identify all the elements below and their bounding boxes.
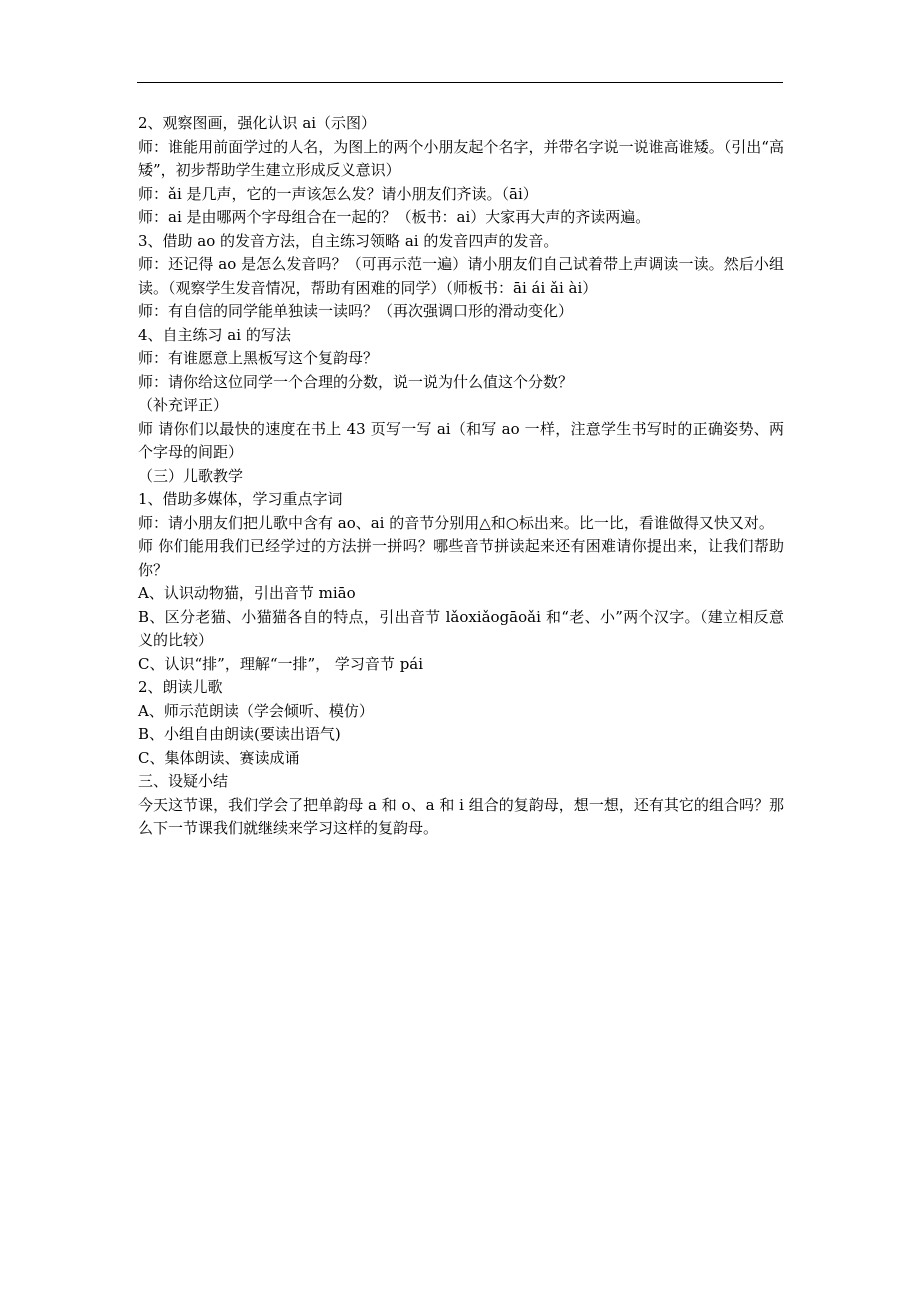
paragraph: B、区分老猫、小猫猫各自的特点，引出音节 lǎoxiǎogāoǎi 和“老、小”两个汉字。（建立相反意义的比较） bbox=[138, 607, 784, 649]
document-body bbox=[138, 112, 784, 841]
paragraph: 师：ǎi 是几声，它的一声该怎么发？请小朋友们齐读。（āi） bbox=[138, 184, 538, 203]
paragraph: 师：请小朋友们把儿歌中含有 ao、ai 的音节分别用△和○标出来。比一比，看谁做得又快又对。 bbox=[138, 513, 774, 532]
paragraph: A、师示范朗读（学会倾听、模仿） bbox=[138, 701, 374, 720]
paragraph: （补充评正） bbox=[138, 396, 229, 414]
paragraph: B、小组自由朗读(要读出语气) bbox=[138, 725, 341, 743]
paragraph: 4、自主练习 ai 的写法 bbox=[138, 325, 291, 344]
paragraph: 师：请你给这位同学一个合理的分数，说一说为什么值这个分数？ bbox=[138, 372, 574, 391]
paragraph: 师 你们能用我们已经学过的方法拼一拼吗？哪些音节拼读起来还有困难请你提出来，让我们帮助你？ bbox=[138, 537, 784, 579]
paragraph: 3、借助 ao 的发音方法，自主练习领略 ai 的发音四声的发音。 bbox=[138, 231, 559, 250]
header-rule bbox=[137, 82, 783, 83]
paragraph: 2、观察图画，强化认识 ai（示图） bbox=[138, 114, 377, 132]
paragraph: 师：有谁愿意上黑板写这个复韵母？ bbox=[138, 349, 379, 367]
paragraph: 师 请你们以最快的速度在书上 43 页写一写 ai（和写 ao 一样，注意学生书写时的正确姿势、两个字母的间距） bbox=[138, 419, 784, 461]
paragraph: C、认识“排”，理解“一排”， 学习音节 pái bbox=[138, 654, 424, 673]
paragraph: 师：谁能用前面学过的人名，为图上的两个小朋友起个名字，并带名字说一说谁高谁矮。（引出“高矮”，初步帮助学生建立形成反义意识） bbox=[138, 137, 784, 179]
paragraph: 三、设疑小结 bbox=[138, 772, 229, 790]
paragraph: 今天这节课，我们学会了把单韵母 a 和 o、a 和 i 组合的复韵母，想一想，还有其它的组合吗？那么下一节课我们就继续来学习这样的复韵母。 bbox=[138, 795, 784, 837]
paragraph: 2、朗读儿歌 bbox=[138, 678, 223, 696]
paragraph: 师：还记得 ao 是怎么发音吗？（可再示范一遍）请小朋友们自己试着带上声调读一读。然后小组读。（观察学生发音情况，帮助有困难的同学）（师板书：āi ái ǎi ài） bbox=[138, 255, 784, 297]
paragraph: 1、借助多媒体，学习重点字词 bbox=[138, 490, 343, 508]
paragraph: 师：ai 是由哪两个字母组合在一起的？（板书：ai）大家再大声的齐读两遍。 bbox=[138, 208, 651, 226]
paragraph: （三）儿歌教学 bbox=[138, 466, 244, 485]
paragraph: A、认识动物猫，引出音节 miāo bbox=[138, 584, 356, 602]
paragraph: C、集体朗读、赛读成诵 bbox=[138, 748, 300, 767]
paragraph: 师：有自信的同学能单独读一读吗？（再次强调口形的滑动变化） bbox=[138, 302, 574, 320]
